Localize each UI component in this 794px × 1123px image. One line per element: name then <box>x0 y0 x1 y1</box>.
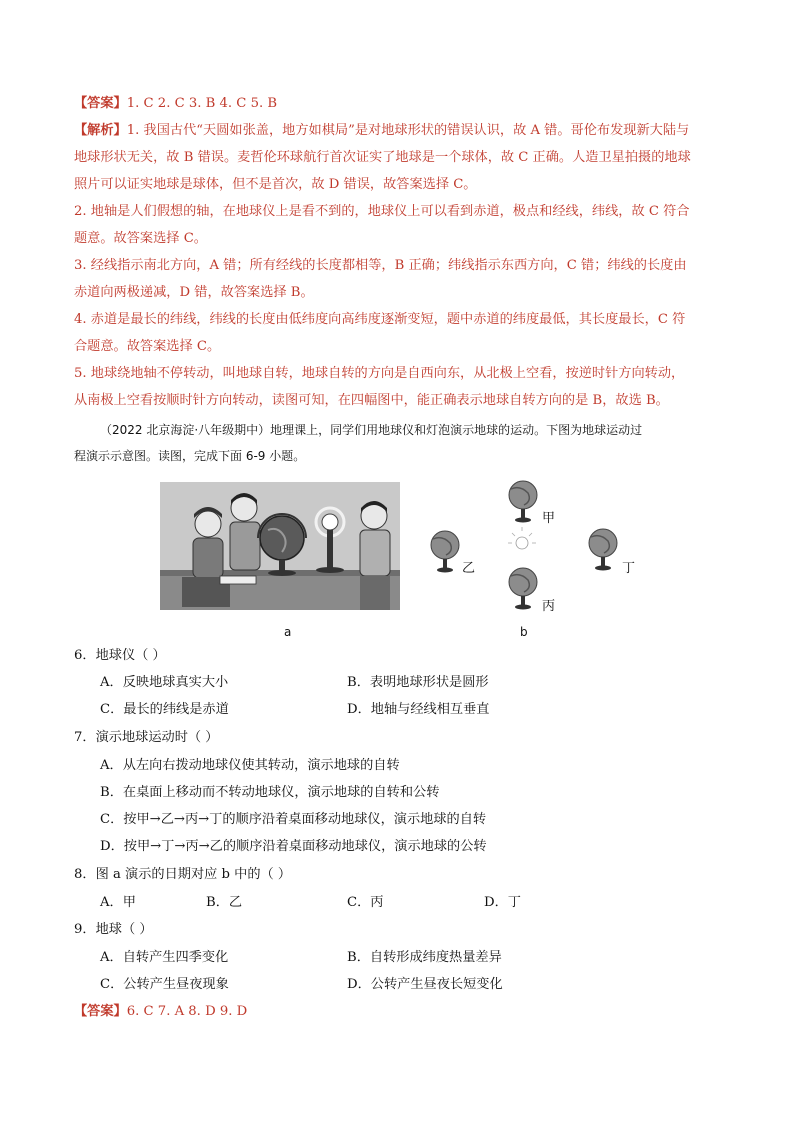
figure-caption-a: a <box>284 625 292 639</box>
globe-label-bing: 丙 <box>542 599 556 614</box>
figure-caption-b: b <box>520 625 528 639</box>
option-c: C．最长的纬线是赤道 <box>100 702 229 717</box>
figure-a-classroom-illustration <box>160 482 400 610</box>
question-stem: 8．图 a 演示的日期对应 b 中的（ ） <box>74 867 292 882</box>
analysis-line: 2. 地轴是人们假想的轴，在地球仪上是看不到的，地球仪上可以看到赤道，极点和经线，纬线，故 C 符合 <box>74 204 690 219</box>
analysis-tag: 【解析】 <box>74 123 127 138</box>
lamp-icon <box>508 527 536 549</box>
option-a: A．自转产生四季变化 <box>100 950 229 965</box>
globe-label-yi: 乙 <box>462 561 476 576</box>
answer-tag: 【答案】 <box>74 96 127 111</box>
globe-label-ding: 丁 <box>622 561 636 576</box>
option-d: D．公转产生昼夜长短变化 <box>347 977 503 992</box>
option-d: D．丁 <box>484 895 521 910</box>
analysis-line: 4. 赤道是最长的纬线，纬线的长度由低纬度向高纬度逐渐变短，题中赤道的纬度最低，其长度最长，C 符 <box>74 312 686 327</box>
globe-label-jia: 甲 <box>542 511 556 526</box>
answer-values: 1. C 2. C 3. B 4. C 5. B <box>126 96 278 111</box>
option-d: D．按甲→丁→丙→乙的顺序沿着桌面移动地球仪，演示地球的公转 <box>100 839 487 854</box>
globe-bing-icon <box>509 568 537 610</box>
answer-line-1-5 <box>74 94 277 114</box>
globe-yi-icon <box>431 531 459 573</box>
analysis-line <box>74 121 689 141</box>
globe-jia-icon <box>509 481 537 523</box>
option-b: B．自转形成纬度热量差异 <box>347 950 502 965</box>
option-a: A．甲 <box>100 895 136 910</box>
figure-b-globe-positions <box>420 475 650 620</box>
answer-line-6-9 <box>74 1002 247 1022</box>
analysis-line: 地球形状无关，故 B 错误。麦哲伦环球航行首次证实了地球是一个球体，故 C 正确。人造卫星拍摄的地球 <box>74 150 691 165</box>
option-b: B．表明地球形状是圆形 <box>347 675 489 690</box>
analysis-line: 3. 经线指示南北方向，A 错；所有经线的长度都相等，B 正确；纬线指示东西方向，C 错；纬线的长度由 <box>74 258 687 273</box>
question-stem: 7．演示地球运动时（ ） <box>74 730 219 745</box>
analysis-text: 1. 我国古代“天圆如张盖，地方如棋局”是对地球形状的错误认识，故 A 错。哥伦布发现新大陆与 <box>126 123 690 138</box>
option-c: C．公转产生昼夜现象 <box>100 977 229 992</box>
analysis-line: 从南极上空看按顺时针方向转动，读图可知，在四幅图中，能正确表示地球自转方向的是 B，故选 B。 <box>74 393 669 408</box>
option-b: B．乙 <box>206 895 243 910</box>
answer-tag: 【答案】 <box>74 1004 127 1019</box>
question-intro-line: （2022 北京海淀·八年级期中）地理课上，同学们用地球仪和灯泡演示地球的运动。下图为地球运动过 <box>100 423 643 437</box>
option-d: D．地轴与经线相互垂直 <box>347 702 490 717</box>
question-stem: 9．地球（ ） <box>74 922 153 937</box>
question-stem: 6．地球仪（ ） <box>74 648 166 663</box>
classroom-scene-icon <box>160 482 400 610</box>
globe-orbit-diagram <box>420 475 650 620</box>
option-c: C．按甲→乙→丙→丁的顺序沿着桌面移动地球仪，演示地球的自转 <box>100 812 487 827</box>
analysis-line: 合题意。故答案选择 C。 <box>74 339 221 354</box>
option-b: B．在桌面上移动而不转动地球仪，演示地球的自转和公转 <box>100 785 440 800</box>
analysis-line: 5. 地球绕地轴不停转动，叫地球自转，地球自转的方向是自西向东，从北极上空看，按逆时针方向转动， <box>74 366 685 381</box>
question-intro-line: 程演示示意图。读图，完成下面 6-9 小题。 <box>74 449 306 463</box>
option-a: A．从左向右拨动地球仪使其转动，演示地球的自转 <box>100 758 400 773</box>
analysis-line: 题意。故答案选择 C。 <box>74 231 207 246</box>
globe-ding-icon <box>589 529 617 571</box>
analysis-line: 照片可以证实地球是球体，但不是首次，故 D 错误，故答案选择 C。 <box>74 177 477 192</box>
analysis-line: 赤道向两极递减，D 错，故答案选择 B。 <box>74 285 314 300</box>
option-a: A．反映地球真实大小 <box>100 675 229 690</box>
option-c: C．丙 <box>347 895 384 910</box>
answer-values: 6. C 7. A 8. D 9. D <box>126 1004 248 1019</box>
